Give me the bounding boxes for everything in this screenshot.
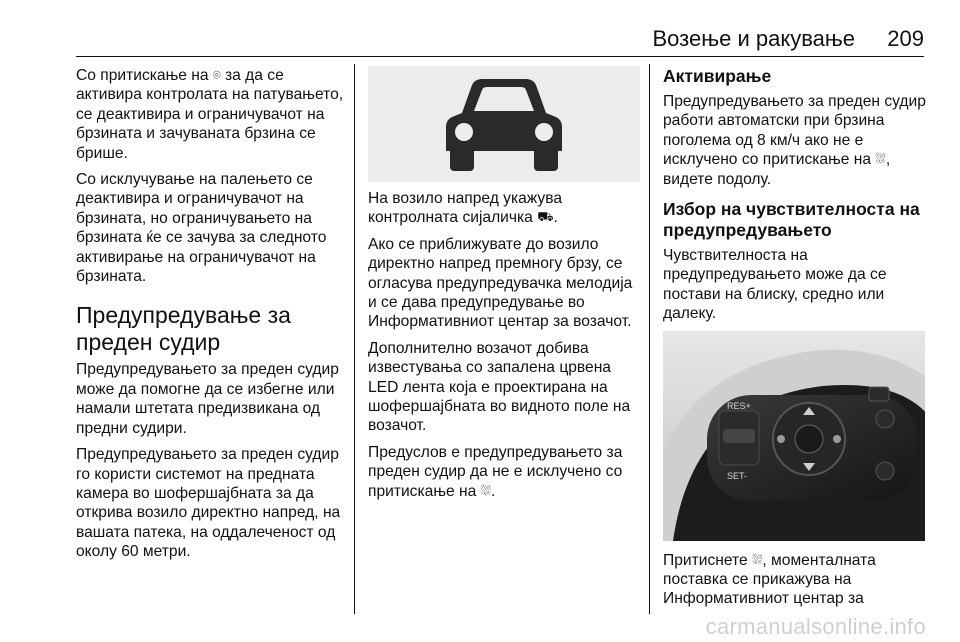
precondition-paragraph: Предуслов е предупредувањето за преден судир да не е исклучено со притискање на ⛆. [368,443,623,500]
steering-wheel-controls-photo [663,331,925,541]
res-plus-label: RES+ [727,400,751,411]
led-notification-paragraph: Дополнително возачот добива известувања со запалена црвена LED лента која е проектирана на шофершајбната во видното поле на возачот. [368,339,631,435]
watermark: carmanualsonline.info [705,614,926,639]
following-distance-icon: ⌾ [212,67,221,82]
column-divider-right [649,64,650,614]
fcw-button-icon: ⛆ [751,551,763,567]
set-minus-label: SET- [727,470,748,481]
right-column [663,66,935,616]
vehicle-ahead-icon: ⛟ [537,209,554,225]
fcw-button-icon: ⛆ [480,482,492,498]
section-heading-forward-collision: Предупредување за преден судир [76,302,291,356]
fcw-camera-paragraph: Предупредувањето за преден судир го користи системот на предната камера во шофершајбната за да открива возило директно напред, на вашата патека, на оддалеченост од околу 60 метри. [76,446,341,561]
activation-paragraph: Предупредувањето за преден судир работи автоматски при брзина поголема од 8 км/ч ако не е исклучено со притискање на ⛆, видете подолу. [663,93,926,188]
section-title: Возење и ракување [652,26,855,51]
fcw-intro-paragraph: Предупредувањето за преден судир може да помогне да се избегне или намали штетата предизвикана од предни судири. [76,361,339,437]
approach-warning-paragraph: Ако се приближувате до возило директно напред премногу брзу, се огласува предупредувачка мелодија и се дава предупредување во Информативниот центар за возачот. [368,235,633,331]
ignition-off-paragraph: Со исклучување на палењето се деактивира и ограничувачот на брзината, но ограничувањето на брзината ќе се зачува за следното активирање на ограничувачот на брзината. [76,171,327,286]
car-front-icon [442,75,566,173]
vehicle-ahead-warning-illustration [368,66,640,182]
left-column [76,66,348,569]
press-button-paragraph: Притиснете ⛆, моменталната поставка се прикажува на Информативниот центар за [663,551,876,608]
fcw-button-icon: ⛆ [875,151,886,167]
heading-sensitivity: Избор на чувствителноста на предупредувањето [663,199,920,241]
page-number: 209 [887,26,924,51]
cruise-deactivate-paragraph: Со притискање на ⌾ за да се активира контролата на патувањето, се деактивира и ограничувачот на брзината и зачуваната брзина се брише. [76,67,344,162]
middle-column [368,66,640,508]
column-divider-left [354,64,355,614]
sensitivity-paragraph: Чувствителноста на предупредувањето може да се постави на блиску, средно или далеку. [663,247,887,323]
indicator-paragraph: На возило напред укажува контролната сијаличка ⛟. [368,190,562,227]
page-header [0,0,960,60]
steering-wheel-illustration [663,331,925,541]
heading-activation: Активирање [663,66,772,86]
header-rule [76,56,924,57]
